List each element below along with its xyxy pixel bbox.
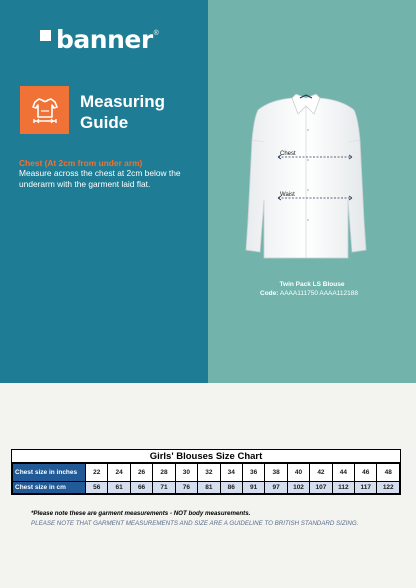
table-cell: 117 [355,482,377,494]
sizing-note: PLEASE NOTE THAT GARMENT MEASUREMENTS AND SIZE ARE A GUIDELINE TO BRITISH STANDARD SIZING. [31,520,359,527]
left-panel [0,0,208,383]
table-cell: 91 [242,482,264,494]
table-cell: 71 [153,482,175,494]
table-cell: 44 [332,464,354,482]
product-code [260,290,358,297]
product-code-values: AAAA111750 AAAA112188 [279,290,358,297]
shirt-measure-icon [20,86,69,134]
table-cell: 61 [108,482,130,494]
product-name: Twin Pack LS Blouse [279,281,345,288]
table-cell: 107 [310,482,332,494]
logo-square-icon [40,30,51,41]
table-row-inches [13,464,400,482]
table-cell: 32 [198,464,220,482]
table-cell: 66 [130,482,152,494]
table-cell: 24 [108,464,130,482]
table-cell: 36 [242,464,264,482]
brand-name: banner [56,24,153,54]
chest-label: Chest [280,151,296,157]
size-table [12,463,400,494]
table-cell: 46 [355,464,377,482]
page-title [80,91,200,133]
product-code-label: Code: [260,290,279,297]
table-cell: 38 [265,464,287,482]
garment-note: *Please note these are garment measurements - NOT body measurements. [31,510,251,517]
table-cell: 76 [175,482,197,494]
table-cell: 56 [86,482,108,494]
size-chart-title: Girls' Blouses Size Chart [12,450,400,463]
blouse-image [236,90,376,260]
table-cell: 122 [377,482,400,494]
table-cell: 102 [287,482,309,494]
table-cell: 42 [310,464,332,482]
table-cell: 40 [287,464,309,482]
table-cell: 86 [220,482,242,494]
table-cell: 112 [332,482,354,494]
title-line-1: Measuring [80,92,166,111]
chest-description: Measure across the chest at 2cm below the underarm with the garment laid flat. [19,168,181,189]
table-cell: 22 [86,464,108,482]
table-cell: 26 [130,464,152,482]
table-cell: 48 [377,464,400,482]
registered-mark: ® [153,29,159,37]
waist-label: Waist [280,192,295,198]
size-chart [11,449,401,495]
title-line-2: Guide [80,113,129,132]
brand-logo [40,24,159,54]
table-cell: 34 [220,464,242,482]
row-label: Chest size in inches [13,464,86,482]
row-label: Chest size in cm [13,482,86,494]
table-cell: 30 [175,464,197,482]
table-cell: 81 [198,482,220,494]
table-cell: 97 [265,482,287,494]
table-row-cm [13,482,400,494]
chest-heading: Chest (At 2cm from under arm) [19,158,143,168]
table-cell: 28 [153,464,175,482]
